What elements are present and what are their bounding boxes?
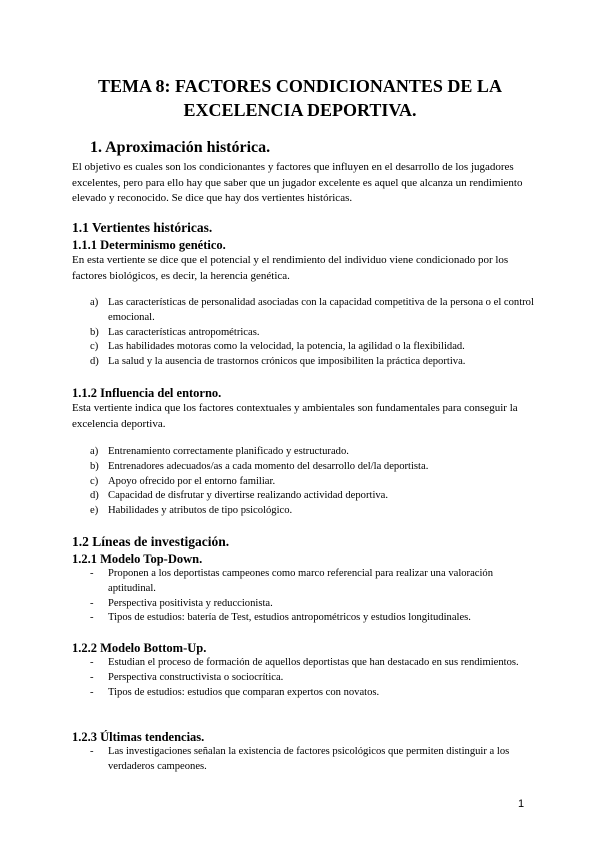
list-item-text: Las habilidades motoras como la velocidad, la potencia, la agilidad o la flexibilidad. <box>108 341 465 353</box>
list-ultimas <box>90 745 540 775</box>
list-marker: c) <box>90 475 99 487</box>
list-item-text: Perspectiva constructivista o sociocrítica. <box>108 671 284 683</box>
list-marker: - <box>90 686 94 698</box>
list-item <box>90 611 540 626</box>
list-item <box>90 326 540 341</box>
subsection-heading-top-down: 1.2.1 Modelo Top-Down. <box>72 552 203 566</box>
list-bottom-up <box>90 656 540 700</box>
list-marker: a) <box>90 446 99 457</box>
list-marker: d) <box>90 356 99 368</box>
list-item-text: Proponen a los deportistas campeones como marco referencial para realizar una valoración aptitudinal. <box>108 568 494 594</box>
list-item-text: Entrenamiento correctamente planificado y estructurado. <box>108 446 349 457</box>
list-top-down <box>90 567 540 626</box>
list-item <box>90 504 540 519</box>
list-item <box>90 355 540 370</box>
section-heading-aproximacion: 1. Aproximación histórica. <box>90 139 271 156</box>
list-determinismo <box>90 296 540 370</box>
list-item-text: Las características de personalidad asociadas con la capacidad competitiva de la persona o el control emocional. <box>108 297 534 323</box>
list-item <box>90 686 540 701</box>
list-marker: - <box>90 657 94 668</box>
list-item-text: Apoyo ofrecido por el entorno familiar. <box>108 475 276 487</box>
list-item <box>90 745 540 775</box>
list-item <box>90 489 540 504</box>
list-marker: e) <box>90 505 99 517</box>
list-marker: b) <box>90 326 99 338</box>
list-item-text: Las investigaciones señalan la existencia de factores psicológicos que permiten distinguir a los verdaderos campeones. <box>108 746 510 772</box>
list-item <box>90 475 540 490</box>
subsection-heading-ultimas: 1.2.3 Últimas tendencias. <box>72 730 205 744</box>
list-item <box>90 460 540 475</box>
list-marker: b) <box>90 460 99 472</box>
list-item-text: Capacidad de disfrutar y divertirse realizando actividad deportiva. <box>108 490 389 502</box>
list-item <box>90 567 540 597</box>
list-item-text: Las características antropométricas. <box>108 326 260 338</box>
subsection-heading-entorno: 1.1.2 Influencia del entorno. <box>72 386 222 400</box>
list-item-text: Habilidades y atributos de tipo psicológico. <box>108 505 293 517</box>
list-item <box>90 296 540 326</box>
list-item <box>90 340 540 355</box>
document-title-line-2: EXCELENCIA DEPORTIVA. <box>183 100 417 120</box>
paragraph-entorno: Esta vertiente indica que los factores contextuales y ambientales son fundamentales para conseguir la excelencia deportiva. <box>72 402 518 430</box>
list-marker: - <box>90 597 94 609</box>
list-entorno <box>90 445 540 519</box>
list-marker: c) <box>90 341 99 353</box>
list-item-text: Estudian el proceso de formación de aquellos deportistas que han destacado en sus rendimientos. <box>108 657 519 668</box>
list-item <box>90 656 540 671</box>
list-item-text: La salud y la ausencia de trastornos crónicos que imposibiliten la práctica deportiva. <box>108 356 466 368</box>
list-item <box>90 671 540 686</box>
list-marker: - <box>90 612 94 624</box>
paragraph-determinismo: En esta vertiente se dice que el potencial y el rendimiento del individuo viene condicionado por los factores biológicos, es decir, la herencia genética. <box>72 254 509 282</box>
subsection-heading-bottom-up: 1.2.2 Modelo Bottom-Up. <box>72 641 207 655</box>
list-item-text: Tipos de estudios: batería de Test, estudios antropométricos y estudios longitudinales. <box>108 612 471 624</box>
section-heading-lineas: 1.2 Líneas de investigación. <box>72 534 230 549</box>
list-marker: - <box>90 671 94 683</box>
subsection-heading-determinismo: 1.1.1 Determinismo genético. <box>72 238 226 252</box>
list-marker: - <box>90 568 94 579</box>
list-item <box>90 597 540 612</box>
list-item-text: Tipos de estudios: estudios que comparan expertos con novatos. <box>108 686 380 698</box>
page-number: 1 <box>518 798 525 810</box>
list-marker: a) <box>90 297 99 308</box>
list-item-text: Entrenadores adecuados/as a cada momento del desarrollo del/la deportista. <box>108 460 429 472</box>
list-marker: d) <box>90 490 99 502</box>
paragraph-aproximacion: El objetivo es cuales son los condicionantes y factores que influyen en el desarrollo de los jugadores excelentes, pero para ello hay que saber que un jugador excelente es aquel que alcanza un rendimiento elevado y reconocido. Se dice que hay dos vertientes históricas. <box>72 161 523 204</box>
section-heading-vertientes: 1.1 Vertientes históricas. <box>72 220 213 235</box>
list-item <box>90 445 540 460</box>
list-item-text: Perspectiva positivista y reduccionista. <box>108 597 273 609</box>
list-marker: - <box>90 746 94 757</box>
document-title-line-1: TEMA 8: FACTORES CONDICIONANTES DE LA <box>98 76 502 96</box>
